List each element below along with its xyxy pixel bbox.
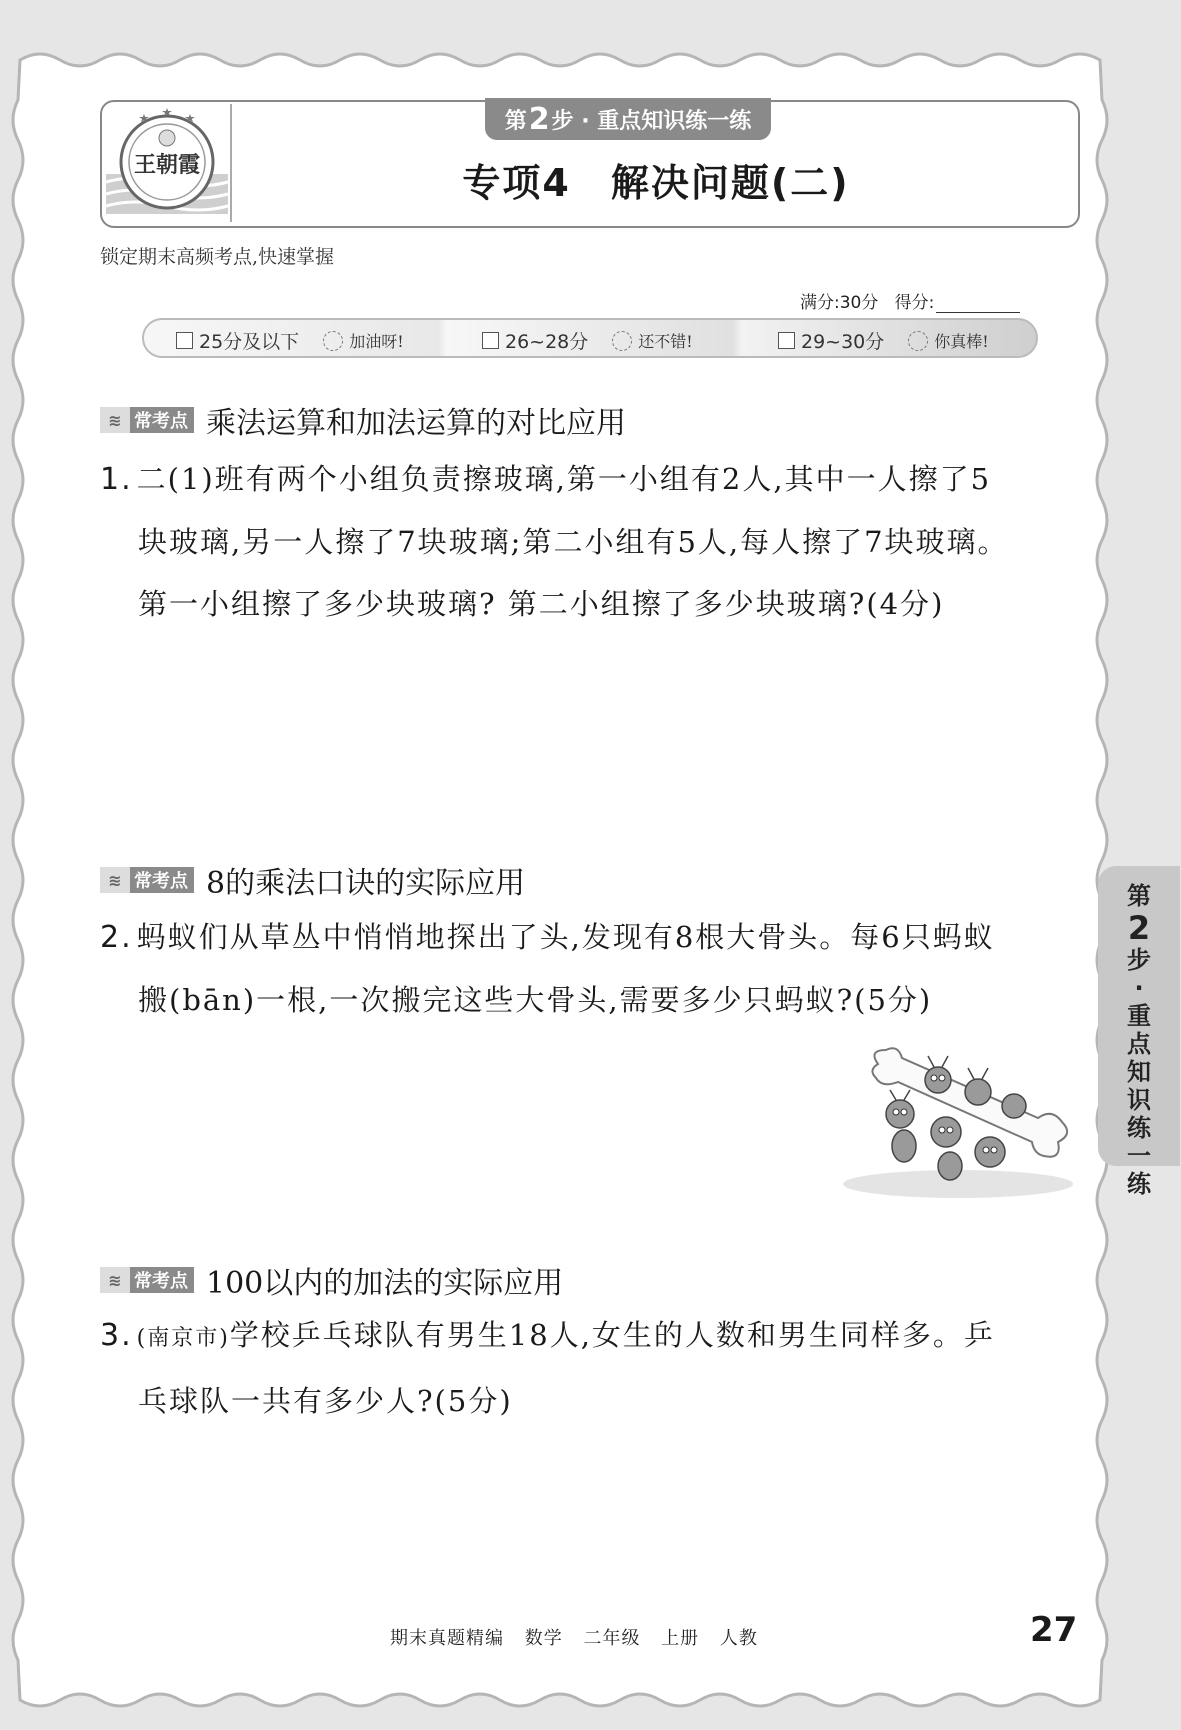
badge-label: 常考点 — [134, 1271, 188, 1292]
grade-range: 26~28分 — [505, 331, 589, 353]
question — [100, 448, 1090, 635]
subtitle: 锁定期末高频考点,快速掌握 — [100, 246, 335, 268]
footer: 期末真题精编 数学 二年级 上册 人教 — [390, 1628, 758, 1649]
section-head — [100, 398, 626, 442]
section-title: 100以内的加法的实际应用 — [206, 1266, 564, 1301]
wave-icon: ≋ — [100, 867, 130, 893]
section-title: 8的乘法口诀的实际应用 — [206, 866, 526, 901]
question-source: (南京市) — [136, 1326, 230, 1351]
badge-label: 常考点 — [134, 871, 188, 892]
key-point-badge — [100, 867, 194, 893]
score-line — [800, 288, 1020, 313]
full-score-label: 满分:30分 — [800, 293, 879, 313]
side-tab-char: 知 — [1127, 1058, 1151, 1086]
question-number: 3. — [100, 1318, 133, 1353]
checkbox-icon — [482, 332, 499, 349]
ants-carrying-bone-illustration — [838, 1042, 1078, 1202]
grade-item — [482, 327, 693, 354]
section-title: 乘法运算和加法运算的对比应用 — [206, 406, 626, 441]
question-line: 蚂蚁们从草丛中悄悄地探出了头,发现有8根大骨头。每6只蚂蚁 — [136, 920, 995, 954]
badge-label: 常考点 — [134, 411, 188, 432]
side-tab-char: 点 — [1127, 1030, 1151, 1058]
side-tab-char: 练 — [1127, 1170, 1151, 1198]
got-score-label: 得分: — [894, 293, 935, 313]
question-line: 第一小组擦了多少块玻璃? 第二小组擦了多少块玻璃?(4分) — [138, 587, 945, 621]
side-tab-char: 一 — [1127, 1142, 1151, 1170]
publisher-logo — [104, 104, 230, 224]
step-number: 2 — [528, 101, 550, 137]
side-tab-number: 2 — [1127, 909, 1151, 947]
grade-cheer: 加油呀! — [349, 332, 404, 351]
side-tab-char: · — [1134, 974, 1144, 1002]
question-line: 二(1)班有两个小组负责擦玻璃,第一小组有2人,其中一人擦了5 — [136, 462, 992, 496]
key-point-badge — [100, 407, 194, 433]
question-line: 学校乒乓球队有男生18人,女生的人数和男生同样多。乒 — [229, 1318, 995, 1352]
score-blank — [936, 295, 1020, 313]
face-icon — [323, 331, 343, 351]
side-tab-char: 步 — [1127, 946, 1151, 974]
question — [100, 1304, 1090, 1432]
side-tab-char: 重 — [1127, 1002, 1151, 1030]
grade-cheer: 还不错! — [638, 332, 693, 351]
question-number: 1. — [100, 462, 133, 497]
side-tab-char: 练 — [1127, 1114, 1151, 1142]
side-tab-char: 识 — [1127, 1086, 1151, 1114]
question-number: 2. — [100, 920, 133, 955]
face-icon — [908, 331, 928, 351]
page-number: 27 — [1030, 1610, 1078, 1650]
checkbox-icon — [778, 332, 795, 349]
grade-item — [176, 327, 404, 354]
step-tab — [485, 98, 771, 140]
question — [100, 906, 1090, 1031]
section-head — [100, 858, 525, 902]
grade-item — [778, 327, 989, 354]
step-suffix: 步 · 重点知识练一练 — [551, 108, 752, 134]
checkbox-icon — [176, 332, 193, 349]
wave-icon: ≋ — [100, 1267, 130, 1293]
step-prefix: 第 — [504, 108, 527, 134]
section-head — [100, 1258, 563, 1302]
key-point-badge — [100, 1267, 194, 1293]
grade-range: 25分及以下 — [199, 331, 300, 353]
question-line: 块玻璃,另一人擦了7块玻璃;第二小组有5人,每人擦了7块玻璃。 — [138, 525, 1009, 559]
wave-icon: ≋ — [100, 407, 130, 433]
side-step-tab — [1098, 866, 1180, 1198]
logo-text: 王朝霞 — [133, 152, 201, 178]
question-line: 乓球队一共有多少人?(5分) — [138, 1384, 513, 1418]
page-title: 专项4 解决问题(二) — [462, 161, 850, 205]
question-line: 搬(bān)一根,一次搬完这些大骨头,需要多少只蚂蚁?(5分) — [138, 983, 933, 1017]
face-icon — [612, 331, 632, 351]
grade-range: 29~30分 — [801, 331, 885, 353]
side-tab-char: 第 — [1127, 882, 1151, 910]
grade-cheer: 你真棒! — [934, 332, 989, 351]
